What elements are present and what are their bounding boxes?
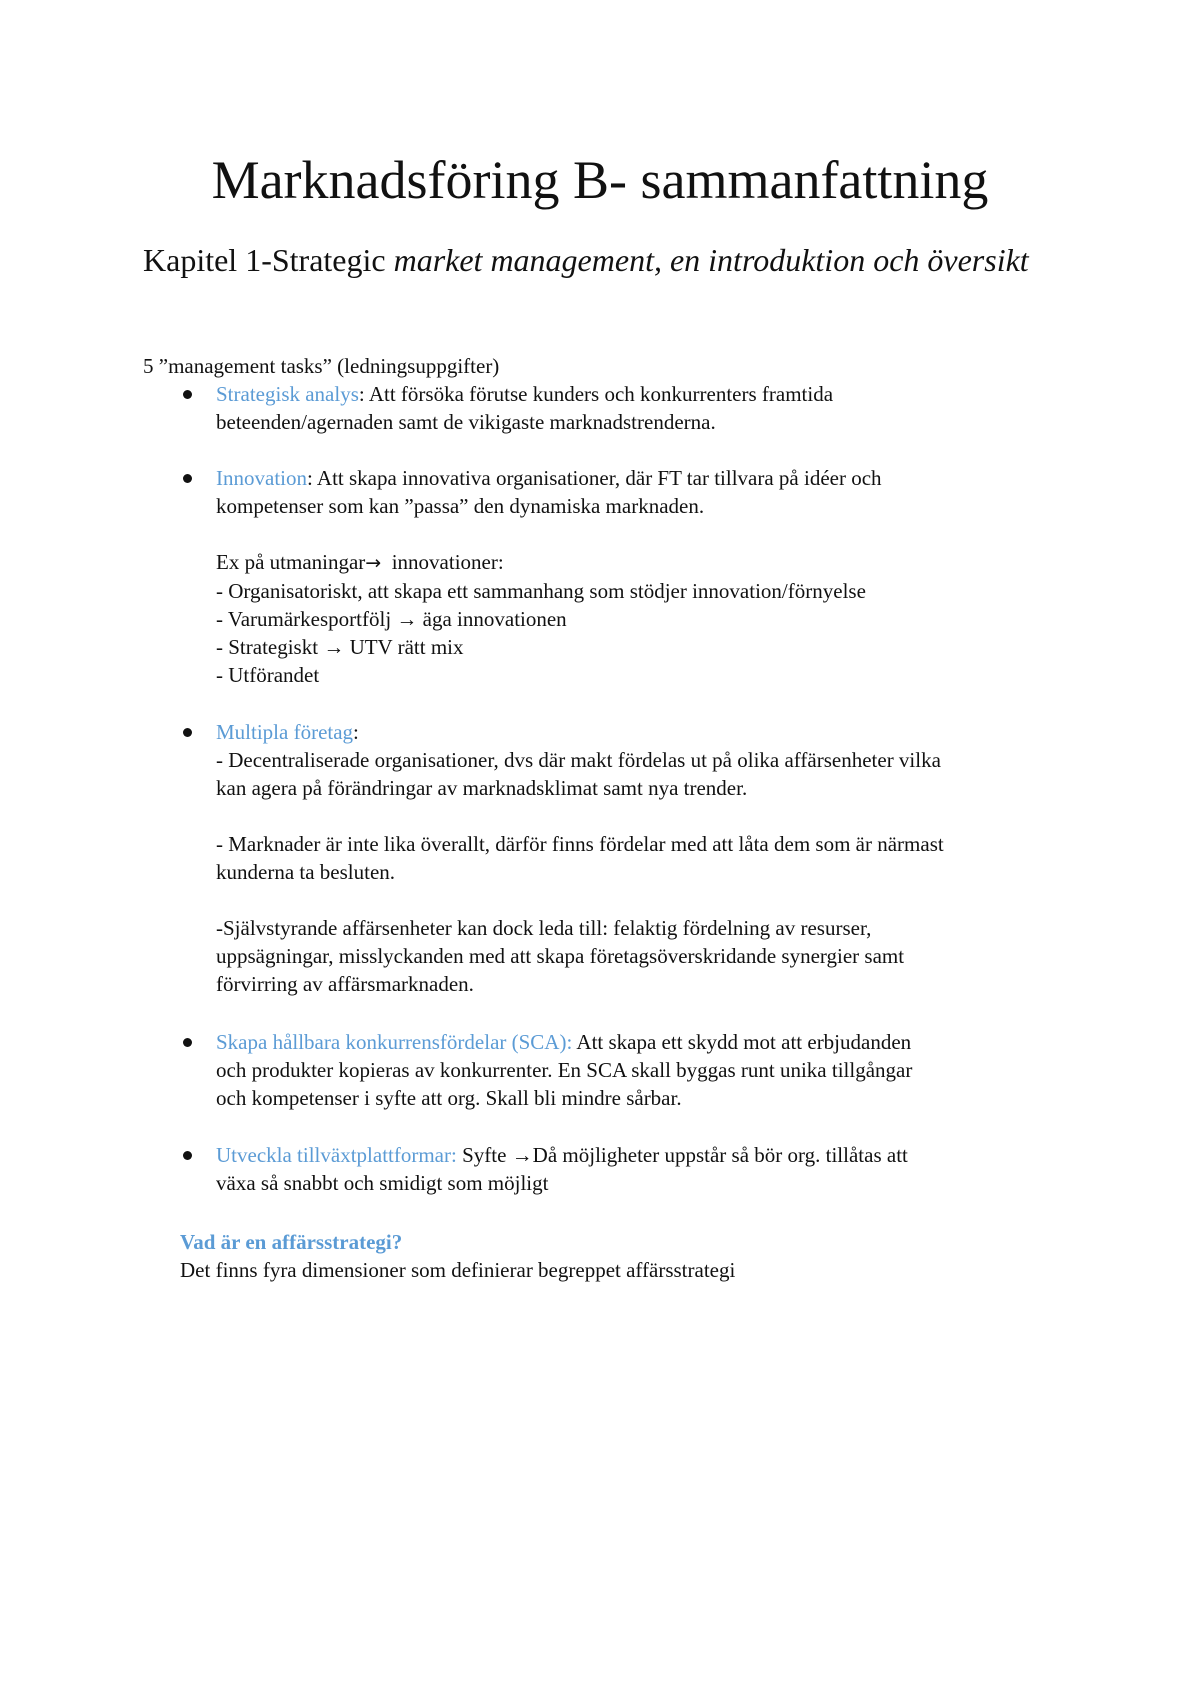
bullet-text: Att försöka förutse kunders och konkurrenters framtida (364, 382, 834, 406)
example-tail: innovationer: (381, 550, 504, 574)
example-item: - Varumärkesportfölj → äga innovationen (216, 607, 567, 631)
bullet-label: Strategisk analys (216, 382, 359, 406)
paragraph-gap (216, 520, 1096, 548)
bullet-text: -Självstyrande affärsenheter kan dock leda till: felaktig fördelning av resurser, (216, 916, 872, 940)
example-item: - Organisatoriskt, att skapa ett sammanhang som stödjer innovation/förnyelse (216, 579, 866, 603)
chapter-heading (143, 238, 1073, 282)
chapter-heading-prefix: Kapitel 1-Strategic (143, 242, 394, 278)
bullet-text: kompetenser som kan ”passa” den dynamiska marknaden. (216, 494, 705, 518)
bullet-label: Innovation (216, 466, 307, 490)
bullet-line (216, 464, 1096, 492)
intro-line: 5 ”management tasks” (ledningsuppgifter) (143, 354, 500, 378)
bullet-text: Syfte →Då möjligheter uppstår så bör org. tillåtas att (456, 1143, 908, 1167)
example-item: - Strategiskt → UTV rätt mix (216, 635, 464, 659)
bullet-sep: : (353, 720, 359, 744)
bullet-sep: : (358, 382, 365, 406)
bullet-label: Skapa hållbara konkurrensfördelar (SCA): (216, 1030, 573, 1054)
example-intro: Ex på utmaningar (216, 550, 366, 574)
bullet-text: och kompetenser i syfte att org. Skall bli mindre sårbar. (216, 1086, 682, 1110)
closing-line: Det finns fyra dimensioner som definierar begreppet affärsstrategi (180, 1258, 736, 1282)
bullet-line (216, 1028, 1096, 1056)
section-subheading: Vad är en affärsstrategi? (180, 1230, 403, 1254)
bullet-strategisk-analys (216, 380, 1096, 436)
bullet-text: kunderna ta besluten. (216, 860, 396, 884)
bullet-text: - Marknader är inte lika överallt, därför finns fördelar med att låta dem som är närmast (216, 832, 944, 856)
bullet-text: Att skapa ett skydd mot att erbjudanden (572, 1030, 912, 1054)
bullet-line (216, 380, 1096, 408)
bullet-text: Att skapa innovativa organisationer, där FT tar tillvara på idéer och (312, 466, 882, 490)
bullet-text: kan agera på förändringar av marknadsklimat samt nya trender. (216, 776, 748, 800)
bullet-label: Utveckla tillväxtplattformar: (216, 1143, 457, 1167)
example-item: - Utförandet (216, 663, 320, 687)
bullet-label: Multipla företag (216, 720, 354, 744)
bullet-innovation (216, 464, 1096, 689)
bullet-icon (183, 390, 192, 399)
bullet-tillvaxtplattformar (216, 1141, 1096, 1197)
document-title: Marknadsföring B- sammanfattning (211, 150, 989, 210)
bullet-text: förvirring av affärsmarknaden. (216, 972, 474, 996)
bullet-icon (183, 1151, 192, 1160)
paragraph-gap (216, 886, 1096, 914)
bullet-line (216, 1141, 1096, 1169)
bullet-icon (183, 728, 192, 737)
bullet-sep: : (306, 466, 313, 490)
bullet-text: uppsägningar, misslyckanden med att skapa företagsöverskridande synergier samt (216, 944, 905, 968)
bullet-text: beteenden/agernaden samt de vikigaste marknadstrenderna. (216, 410, 716, 434)
bullet-text: växa så snabbt och smidigt som möjligt (216, 1171, 549, 1195)
bullet-line (216, 718, 1096, 746)
example-intro-line (216, 548, 1096, 577)
bullet-text: - Decentraliserade organisationer, dvs där makt fördelas ut på olika affärsenheter vilka (216, 748, 941, 772)
bullet-text: och produkter kopieras av konkurrenter. En SCA skall byggas runt unika tillgångar (216, 1058, 913, 1082)
bullet-sca (216, 1028, 1096, 1112)
bullet-icon (183, 474, 192, 483)
paragraph-gap (216, 802, 1096, 830)
bullet-icon (183, 1038, 192, 1047)
chapter-heading-italic: market management, en introduktion och översikt (393, 242, 1029, 278)
bullet-multipla-foretag (216, 718, 1096, 998)
arrow-right-icon: → (365, 552, 382, 574)
